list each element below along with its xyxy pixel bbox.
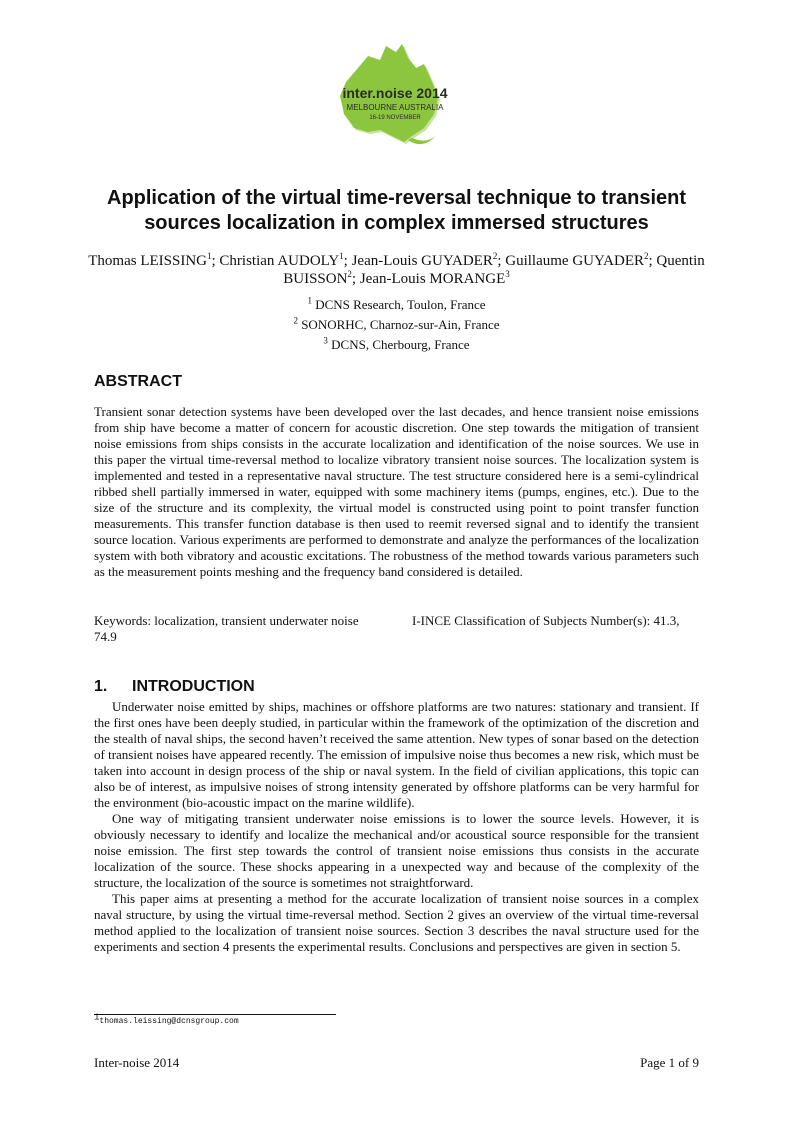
section-title: INTRODUCTION [132,678,255,695]
author-affiliation-mark: 3 [505,269,510,279]
title-line-1: Application of the virtual time-reversal technique to transient [107,187,686,209]
classification: I-INCE Classification of Subjects Number(s): 41.3, [412,613,680,628]
author-line-1 [85,252,708,270]
footnote-rule [94,1014,336,1015]
section-heading [94,678,255,696]
footnote-mark: 1 [94,1012,100,1023]
author-separator: ; [497,253,506,269]
logo-dates: 16-19 NOVEMBER [369,115,421,121]
author-affiliation-mark: 1 [339,251,344,261]
affiliation-list [100,295,693,355]
author-affiliation-mark: 2 [492,251,498,261]
abstract-body: Transient sonar detection systems have been developed over the last decades, and hence transient noise emissions from ship have become a matter of concern for acoustic discretion. One step towards the mitigation of transient noise emissions from ships consists in the accurate localization and identification of the noise sources. We use in this paper the virtual time-reversal method to localize vibratory transient noise sources. The localization system is implemented and tested in a representative naval structure. The test structure considered here is a semi-cylindrical ribbed shell partially immersed in water, equipped with some machinery items (pumps, engines, etc.). Due to the size of the structure and its complexity, the virtual model is constructed using point to point transfer function measurements. This transfer function database is then used to reemit reversed signal and to identify the transient source location. Various experiments are performed to demonstrate and analyze the performances of the localization system with both vibratory and acoustic excitations. The robustness of the method towards various parameters such as the measurement points meshing and the frequency band considered is detailed. [94,404,699,579]
affiliation-mark: 3 [323,335,328,346]
author-line-2 [85,270,708,288]
paragraph: This paper aims at presenting a method for the accurate localization of transient noise sources in a complex naval structure, by using the virtual time-reversal method. Section 2 gives an overview of the virtual time-reversal method applied to the localization of transient noise sources. Section 3 describes the naval structure used for the experiments and section 4 presents the experimental results. Conclusions and perspectives are given in section 5. [94,891,699,954]
conference-logo [330,40,460,158]
author-affiliation-mark: 2 [347,269,352,279]
author-separator: ; [343,253,352,269]
author-separator: ; Quentin [648,253,705,269]
affiliation [100,295,693,315]
logo-location: MELBOURNE AUSTRALIA [346,103,444,112]
author-name: Jean-Louis GUYADER [351,253,493,269]
footer-conference: Inter-noise 2014 [94,1055,180,1070]
abstract-heading: ABSTRACT [94,373,182,390]
author-affiliation-mark: 2 [644,251,649,261]
author-separator: ; [211,253,220,269]
paragraph: One way of mitigating transient underwater noise emissions is to lower the source levels. However, it is obviously necessary to identify and localize the mechanical and/or acoustical source responsible for the transient noise emission. The first step towards the control of transient noise emissions thus consists in the accurate localization of the source. These shocks appearing in a unexpected way and because of the complexity of the structure, the localization of the source is sometimes not straightforward. [94,811,699,890]
affiliation-text: SONORHC, Charnoz-sur-Ain, France [301,317,500,332]
footnote [94,1012,239,1026]
affiliation-text: DCNS, Cherbourg, France [331,337,470,352]
author-affiliation-mark: 1 [207,251,212,261]
classification-continuation: 74.9 [94,629,117,644]
affiliation-text: DCNS Research, Toulon, France [315,297,486,312]
author-name: Jean-Louis MORANGE [359,271,506,287]
author-name: Thomas LEISSING [88,253,207,269]
paper-title [60,186,733,236]
logo-title: inter.noise 2014 [342,85,448,101]
paragraph: Underwater noise emitted by ships, machines or offshore platforms are two natures: stationary and transient. If the first ones have been deeply studied, in particular within the framework of the optimization of the discretion and the stealth of naval ships, the second haven’t received the same attention. New types of sonar based on the detection of transient noises have appeared recently. The emission of impulsive noise thus becomes a new risk, which must be taken into account in design process of the ship or naval system. In the field of civilian applications, this topic can also be of interest, as impulsive noises of strong intensity generated by offshore platforms can be very harmful for the environment (bio-acoustic impact on the marine wildlife). [94,699,699,810]
keywords: Keywords: localization, transient underwater noise [94,613,359,628]
section-number: 1. [94,678,108,695]
author-list [85,252,708,288]
introduction-body [94,699,699,955]
footnote-email: thomas.leissing@dcnsgroup.com [99,1017,239,1026]
author-name: Christian AUDOLY [219,253,340,269]
affiliation [100,315,693,335]
title-line-2: sources localization in complex immersed structures [144,212,649,234]
page-number: Page 1 of 9 [640,1055,699,1070]
affiliation [100,335,693,355]
author-name: BUISSON [283,271,348,287]
affiliation-mark: 1 [307,295,312,306]
affiliation-mark: 2 [293,315,298,326]
author-name: Guillaume GUYADER [505,253,644,269]
author-separator: ; [351,271,360,287]
